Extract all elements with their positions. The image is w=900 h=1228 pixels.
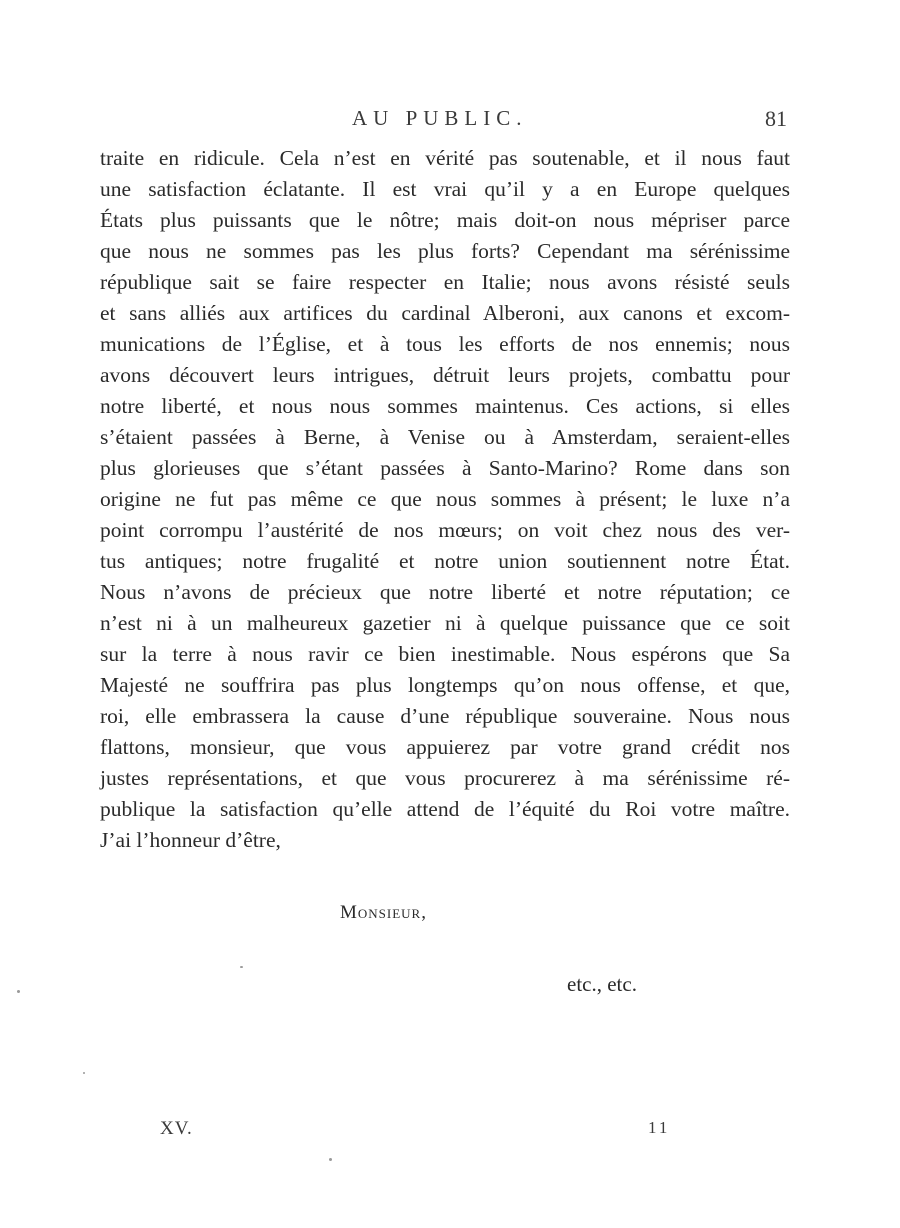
text-line: et sans alliés aux artifices du cardinal Alberoni, aux canons et excom- bbox=[100, 301, 790, 325]
text-line: plus glorieuses que s’étant passées à Santo-Marino? Rome dans son bbox=[100, 456, 790, 480]
text-line: tus antiques; notre frugalité et notre union soutiennent notre État. bbox=[100, 549, 790, 573]
paper-speck bbox=[17, 990, 20, 993]
text-line: point corrompu l’austérité de nos mœurs; on voit chez nous des ver- bbox=[100, 518, 790, 542]
text-line: J’ai l’honneur d’être, bbox=[100, 828, 281, 852]
salutation: Monsieur, bbox=[340, 902, 427, 923]
text-line: munications de l’Église, et à tous les efforts de nos ennemis; nous bbox=[100, 332, 790, 356]
running-head bbox=[0, 106, 900, 136]
closing-formula: etc., etc. bbox=[567, 972, 637, 996]
text-line: une satisfaction éclatante. Il est vrai qu’il y a en Europe quelques bbox=[100, 177, 790, 201]
paper-speck bbox=[240, 966, 243, 968]
text-line: république sait se faire respecter en Italie; nous avons résisté seuls bbox=[100, 270, 790, 294]
text-line: flattons, monsieur, que vous appuierez par votre grand crédit nos bbox=[100, 735, 790, 759]
signature-number: 11 bbox=[648, 1118, 671, 1137]
page-number: 81 bbox=[765, 106, 787, 131]
text-line: publique la satisfaction qu’elle attend de l’équité du Roi votre maître. bbox=[100, 797, 790, 821]
paper-speck bbox=[329, 1158, 332, 1161]
text-line: traite en ridicule. Cela n’est en vérité pas soutenable, et il nous faut bbox=[100, 146, 790, 170]
text-line: s’étaient passées à Berne, à Venise ou à Amsterdam, seraient-elles bbox=[100, 425, 790, 449]
running-title: AU PUBLIC. bbox=[352, 106, 528, 130]
text-line: avons découvert leurs intrigues, détruit leurs projets, combattu pour bbox=[100, 363, 790, 387]
text-line: que nous ne sommes pas les plus forts? Cependant ma sérénissime bbox=[100, 239, 790, 263]
text-line: notre liberté, et nous nous sommes maintenus. Ces actions, si elles bbox=[100, 394, 790, 418]
text-line: Nous n’avons de précieux que notre liberté et notre réputation; ce bbox=[100, 580, 790, 604]
text-line: sur la terre à nous ravir ce bien inestimable. Nous espérons que Sa bbox=[100, 642, 790, 666]
signature-mark: XV. bbox=[160, 1118, 193, 1139]
text-line: Majesté ne souffrira pas plus longtemps qu’on nous offense, et que, bbox=[100, 673, 790, 697]
text-line: justes représentations, et que vous procurerez à ma sérénissime ré- bbox=[100, 766, 790, 790]
text-line: États plus puissants que le nôtre; mais doit-on nous mépriser parce bbox=[100, 208, 790, 232]
paper-speck bbox=[83, 1072, 85, 1074]
text-line: roi, elle embrassera la cause d’une république souveraine. Nous nous bbox=[100, 704, 790, 728]
text-line: n’est ni à un malheureux gazetier ni à quelque puissance que ce soit bbox=[100, 611, 790, 635]
text-line: origine ne fut pas même ce que nous sommes à présent; le luxe n’a bbox=[100, 487, 790, 511]
body-text bbox=[100, 143, 790, 856]
